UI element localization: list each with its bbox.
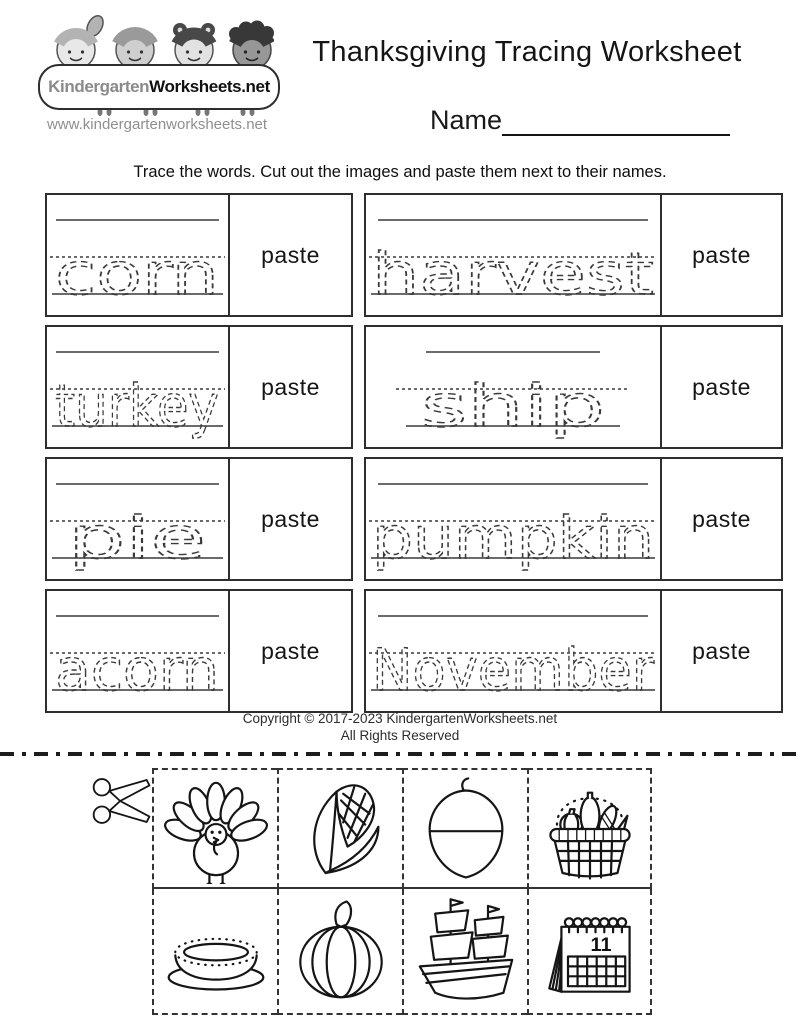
writing-area bbox=[47, 327, 228, 447]
trace-box-harvest bbox=[364, 193, 783, 317]
trace-box-ship bbox=[364, 325, 783, 449]
trace-word: acorn bbox=[55, 636, 219, 704]
trace-word: pie bbox=[68, 504, 206, 572]
page-title: Thanksgiving Tracing Worksheet bbox=[312, 36, 742, 68]
brand-text bbox=[48, 77, 270, 97]
name-label: Name bbox=[429, 105, 503, 135]
copyright-notice bbox=[0, 711, 800, 745]
writing-area bbox=[47, 195, 228, 315]
cut-cell-corn bbox=[277, 768, 402, 889]
acorn-image bbox=[410, 774, 522, 884]
scissors-icon bbox=[90, 772, 154, 830]
harvest-basket-image bbox=[534, 774, 646, 884]
trace-word: corn bbox=[55, 240, 219, 308]
kid-girl-2 bbox=[173, 23, 215, 69]
pumpkin-image bbox=[285, 896, 397, 1006]
cutout-grid bbox=[152, 768, 652, 1015]
corn-image bbox=[285, 774, 397, 884]
trace-word: harvest bbox=[372, 240, 654, 308]
cut-cell-turkey bbox=[152, 768, 277, 889]
instructions-text: Trace the words. Cut out the images and paste them next to their names. bbox=[133, 163, 667, 181]
trace-word: November bbox=[372, 636, 655, 704]
paste-cell bbox=[660, 327, 781, 447]
trace-box-november bbox=[364, 589, 783, 713]
brand-first: Kindergarten bbox=[48, 77, 150, 96]
kid-boy-2 bbox=[229, 21, 274, 70]
paste-cell bbox=[660, 459, 781, 579]
cut-cell-acorn bbox=[402, 768, 527, 889]
paste-label: paste bbox=[261, 373, 320, 400]
ship-image bbox=[410, 896, 522, 1006]
paste-label: paste bbox=[261, 637, 320, 664]
trace-box-turkey bbox=[45, 325, 353, 449]
paste-cell bbox=[228, 459, 351, 579]
pie-image bbox=[160, 896, 272, 1006]
paste-cell bbox=[660, 195, 781, 315]
trace-word: turkey bbox=[55, 372, 219, 440]
cut-cell-harvest-basket bbox=[527, 768, 652, 889]
paste-label: paste bbox=[692, 241, 751, 268]
writing-area bbox=[366, 327, 660, 447]
brand-second: Worksheets.net bbox=[149, 77, 270, 96]
paste-cell bbox=[228, 195, 351, 315]
trace-word: ship bbox=[421, 372, 605, 440]
writing-area bbox=[47, 591, 228, 711]
name-blank-line bbox=[502, 103, 730, 136]
writing-area bbox=[366, 195, 660, 315]
paste-cell bbox=[228, 327, 351, 447]
paste-label: paste bbox=[692, 637, 751, 664]
paste-label: paste bbox=[261, 241, 320, 268]
calendar-number: 11 bbox=[590, 934, 611, 956]
rights-line: All Rights Reserved bbox=[340, 727, 460, 743]
writing-area bbox=[366, 459, 660, 579]
logo-banner bbox=[38, 64, 280, 110]
calendar-image bbox=[534, 896, 646, 1006]
trace-box-corn bbox=[45, 193, 353, 317]
paste-label: paste bbox=[692, 505, 751, 532]
kids-illustration bbox=[40, 12, 274, 72]
turkey-image bbox=[160, 774, 272, 884]
trace-word: pumpkin bbox=[372, 504, 654, 572]
cut-cell-pie bbox=[152, 889, 277, 1015]
website-url: www.kindergartenworksheets.net bbox=[46, 116, 268, 133]
writing-area bbox=[366, 591, 660, 711]
copyright-line: Copyright © 2017-2023 KindergartenWorksheets.net bbox=[242, 711, 558, 726]
paste-label: paste bbox=[692, 373, 751, 400]
cut-dash-line bbox=[0, 752, 800, 756]
kid-girl-1 bbox=[57, 13, 106, 69]
trace-box-pie bbox=[45, 457, 353, 581]
writing-area bbox=[47, 459, 228, 579]
cut-cell-calendar bbox=[527, 889, 652, 1015]
trace-box-pumpkin bbox=[364, 457, 783, 581]
name-row bbox=[360, 103, 800, 136]
paste-cell bbox=[228, 591, 351, 711]
paste-cell bbox=[660, 591, 781, 711]
cut-cell-pumpkin bbox=[277, 889, 402, 1015]
paste-label: paste bbox=[261, 505, 320, 532]
trace-box-acorn bbox=[45, 589, 353, 713]
cut-cell-ship bbox=[402, 889, 527, 1015]
